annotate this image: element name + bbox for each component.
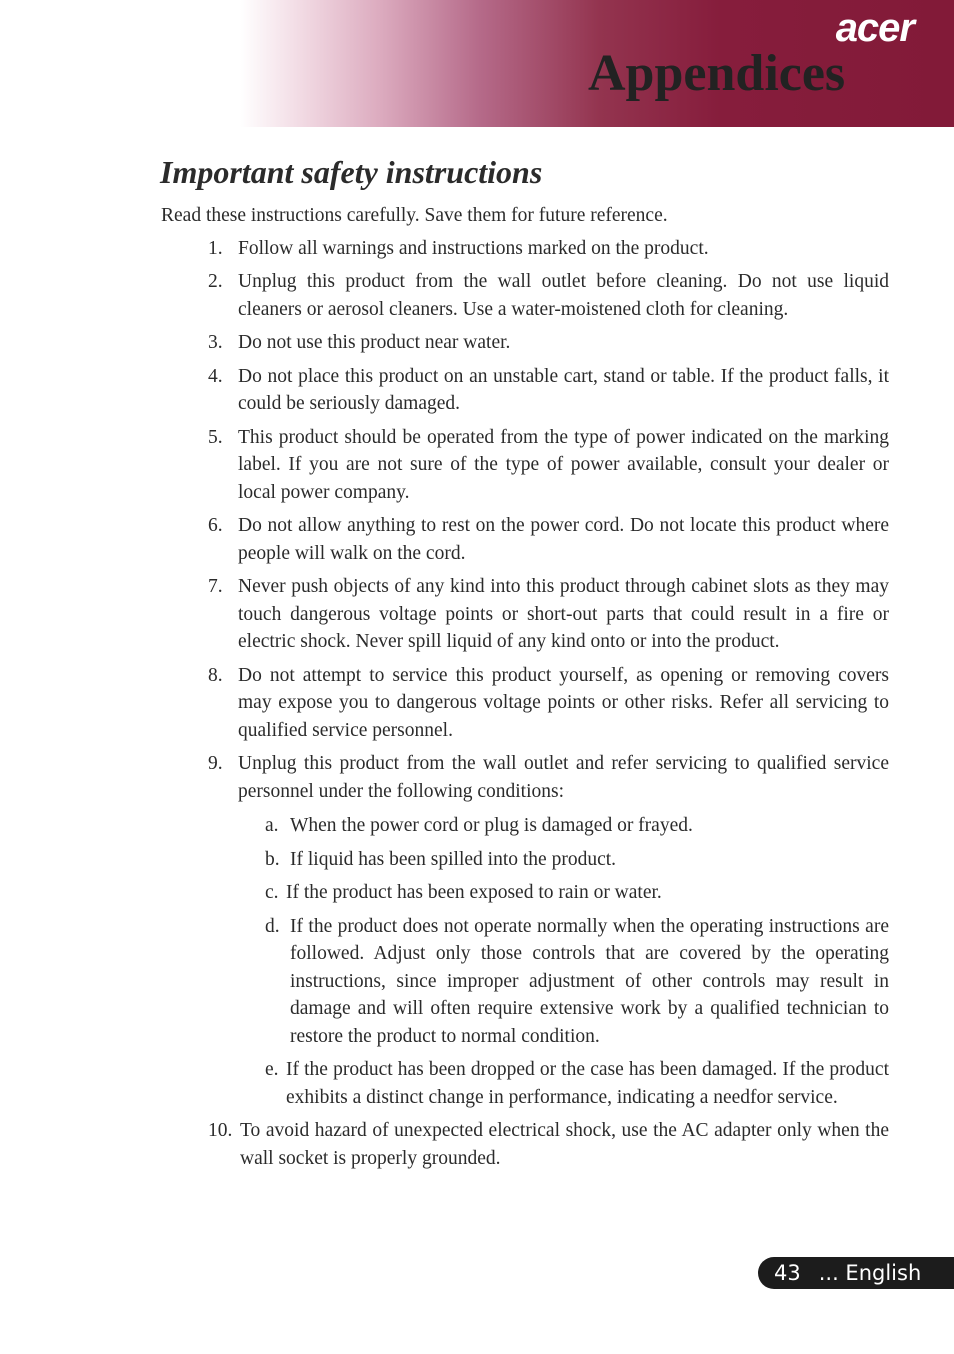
sub-text: If liquid has been spilled into the product. [290, 848, 617, 870]
sub-text: If the product has been dropped or the case has been damaged. If the product exhibits a distinct change in performance, indicating a needfor service. [286, 1059, 889, 1108]
safety-instructions-body [161, 202, 889, 1178]
sublist-item [265, 812, 889, 840]
condition-sublist [238, 812, 889, 1111]
item-number: 8. [208, 664, 223, 686]
item-text: Unplug this product from the wall outlet and refer servicing to qualified service personnel under the following conditions: [238, 753, 889, 802]
sublist-item [265, 879, 889, 907]
item-text: Follow all warnings and instructions marked on the product. [238, 237, 709, 259]
section-title: Important safety instructions [160, 154, 543, 190]
list-item [161, 662, 889, 745]
list-item [161, 235, 889, 263]
item-text: This product should be operated from the type of power indicated on the marking label. If you are not sure of the type of power available, consult your dealer or local power company. [238, 426, 889, 503]
sub-letter: a. [265, 815, 279, 836]
sublist-item [265, 1056, 889, 1111]
item-number: 6. [208, 515, 223, 536]
item-number: 4. [208, 365, 223, 387]
sub-letter: b. [265, 848, 280, 870]
item-number: 10. [208, 1120, 233, 1141]
sub-text: If the product has been exposed to rain or water. [286, 882, 662, 903]
list-item [161, 750, 889, 1111]
sublist-item [265, 913, 889, 1051]
page-footer-tab [758, 1257, 954, 1289]
page-header-banner [0, 0, 954, 127]
item-text: Never push objects of any kind into this product through cabinet slots as they may touch dangerous voltage points or short-out parts that could result in a fire or electric shock. Never spill liquid of any kind onto or into the product. [238, 576, 889, 652]
sub-letter: e. [265, 1059, 279, 1080]
item-text: Do not attempt to service this product yourself, as opening or removing covers may expose you to dangerous voltage points or other risks. Refer all servicing to qualified service personnel. [238, 664, 889, 741]
item-number: 7. [208, 576, 223, 597]
item-text: Do not use this product near water. [238, 332, 511, 353]
list-item [161, 424, 889, 507]
sublist-item [265, 846, 889, 874]
intro-paragraph: Read these instructions carefully. Save them for future reference. [161, 205, 668, 226]
item-number: 1. [208, 237, 223, 259]
sub-text: When the power cord or plug is damaged or frayed. [290, 815, 693, 836]
item-text: Do not allow anything to rest on the power cord. Do not locate this product where people will walk on the cord. [238, 515, 889, 564]
list-item [161, 1117, 889, 1172]
list-item [161, 268, 889, 323]
sub-letter: c. [265, 882, 279, 903]
list-item [161, 512, 889, 567]
item-text: Unplug this product from the wall outlet before cleaning. Do not use liquid cleaners or aerosol cleaners. Use a water-moistened cloth for cleaning. [238, 271, 889, 320]
list-item [161, 329, 889, 357]
item-text: To avoid hazard of unexpected electrical shock, use the AC adapter only when the wall socket is properly grounded. [240, 1120, 889, 1169]
list-item [161, 363, 889, 418]
item-text: Do not place this product on an unstable cart, stand or table. If the product falls, it could be seriously damaged. [238, 365, 889, 414]
chapter-title: Appendices [588, 45, 846, 102]
acer-logo: acer [835, 6, 914, 50]
item-number: 9. [208, 753, 223, 774]
page-language: ... English [818, 1261, 922, 1285]
item-number: 3. [208, 332, 223, 353]
sub-letter: d. [265, 915, 280, 937]
instruction-list [161, 235, 889, 1173]
item-number: 2. [208, 271, 223, 292]
page-number: 43 [774, 1261, 801, 1285]
item-number: 5. [208, 426, 223, 448]
list-item [161, 573, 889, 656]
sub-text: If the product does not operate normally when the operating instructions are followed. Adjust only those controls that are covered by the operating instructions, since improper adjustment of other controls may result in damage and will often require extensive work by a qualified technician to restore the product to normal condition. [290, 915, 889, 1047]
